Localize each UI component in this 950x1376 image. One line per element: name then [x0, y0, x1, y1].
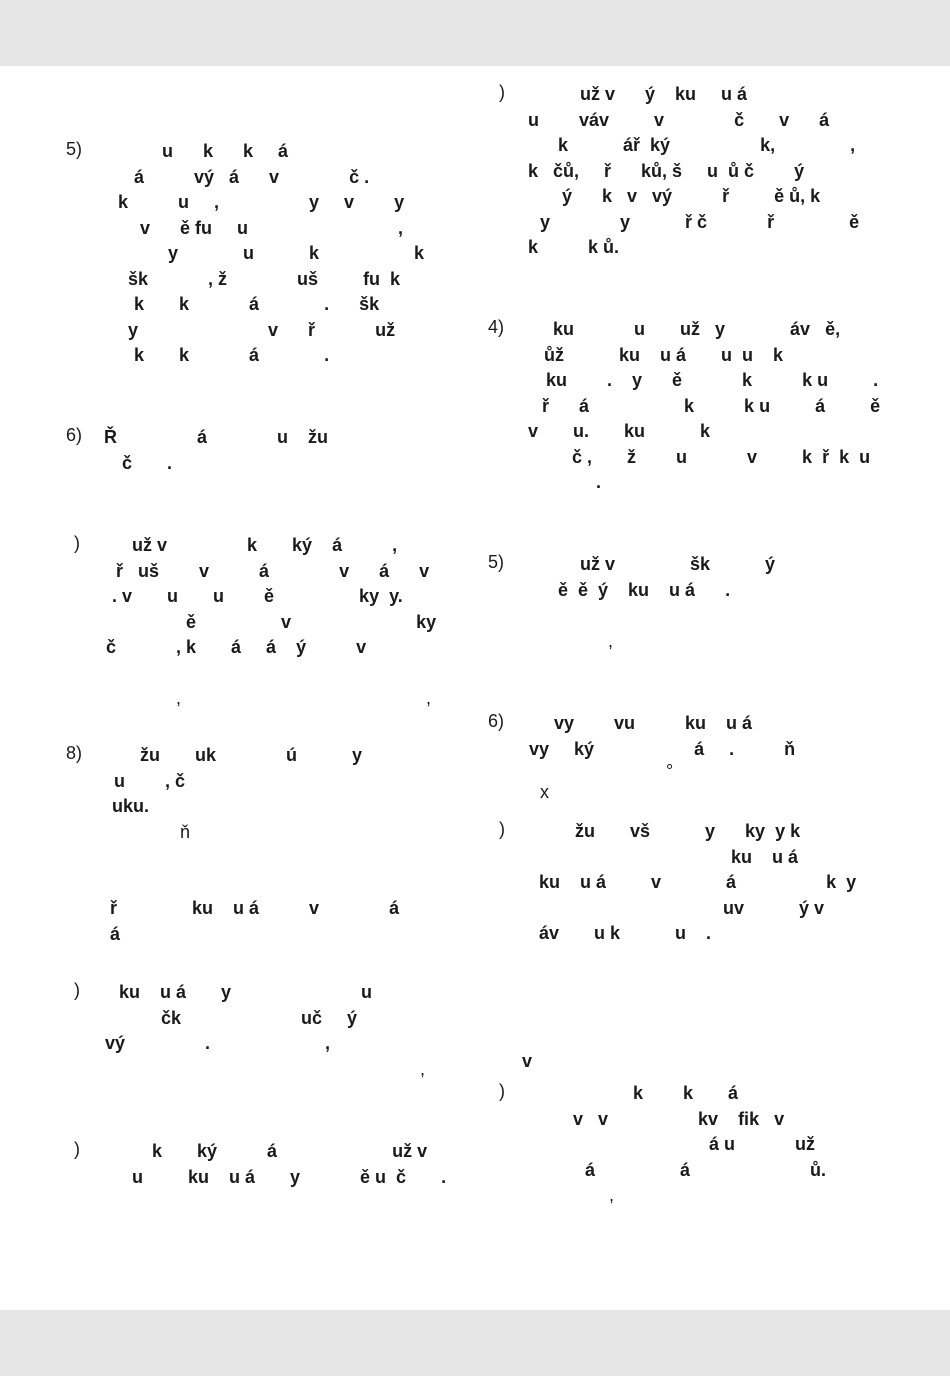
text-line: vy vu ku u á — [554, 713, 753, 733]
text-line: k ář ký k, , — [558, 135, 856, 155]
text-line: v v kv fik v — [573, 1108, 785, 1129]
text-line: v ě fu u , — [140, 217, 404, 238]
text-line: ku u á — [731, 846, 799, 867]
item-number: ) — [499, 1081, 505, 1101]
text-line — [114, 845, 446, 871]
text-line: v u. ku k — [528, 421, 711, 441]
list-item-b4 — [66, 743, 446, 947]
item-text — [105, 980, 454, 1082]
text-line: ý k v vý ř ě ů, k — [562, 186, 821, 206]
item-number: ) — [74, 533, 80, 553]
text-line: ě ě ý ku u á . — [558, 579, 731, 600]
text-line: u k k á — [162, 141, 289, 161]
text-line: k u , y v y — [118, 192, 405, 212]
list-item-b9 — [488, 552, 888, 654]
text-line: ku u už y áv ě, — [553, 319, 841, 339]
text-line — [580, 603, 888, 629]
text-line: ň — [180, 821, 191, 842]
item-text — [522, 1049, 622, 1075]
text-line: ř ku u á v á — [110, 898, 400, 918]
text-line: ku u á v á k y — [539, 872, 857, 892]
text-line: v — [522, 1051, 533, 1071]
list-item-b2 — [66, 425, 446, 476]
text-line: k k á . — [134, 345, 330, 365]
text-line: y y ř č ř ě — [540, 211, 860, 232]
text-line: už v šk ý — [580, 554, 776, 574]
text-line: čk uč ý — [161, 1007, 358, 1028]
text-line: žu uk ú y — [140, 745, 363, 765]
text-line: šk , ž uš fu k — [128, 268, 401, 289]
text-line: k k á . šk — [134, 294, 380, 314]
item-number: ) — [499, 82, 505, 102]
text-line: ůž ku u á u u k — [544, 344, 784, 365]
item-number: ) — [74, 980, 80, 1000]
list-item-b5 — [74, 980, 454, 1082]
text-line: k k ů. — [528, 237, 620, 257]
text-line: č . — [122, 452, 173, 473]
text-line: ku u á y u — [119, 982, 373, 1002]
text-line: , — [608, 630, 614, 651]
text-line: á á ů. — [585, 1159, 827, 1180]
text-line: . — [596, 472, 602, 492]
text-line: č , k á á ý v — [106, 637, 367, 657]
text-line — [114, 871, 446, 897]
list-item-b13 — [499, 1081, 899, 1209]
top-band — [0, 0, 950, 66]
list-item-b3 — [74, 533, 454, 712]
item-text — [132, 1139, 454, 1190]
item-number: ) — [74, 1139, 80, 1159]
item-text — [104, 425, 446, 476]
text-line: žu vš y ky y k — [575, 821, 801, 841]
text-line: u ku u á y ě u č . — [132, 1166, 447, 1187]
bottom-band — [0, 1310, 950, 1376]
text-line: už v ý ku u á — [580, 84, 748, 104]
item-text — [528, 317, 898, 496]
text-line: už v k ký á , — [132, 535, 398, 555]
text-line: uv ý v — [723, 897, 825, 918]
text-line: u , č — [114, 770, 186, 791]
item-text — [573, 1081, 899, 1209]
item-text — [106, 533, 454, 712]
text-line: áv u k u . — [539, 923, 712, 943]
list-item-b7 — [499, 82, 899, 261]
text-line: , — [105, 1058, 426, 1079]
text-line: ° — [666, 761, 674, 781]
text-line: k k á — [633, 1083, 739, 1103]
list-item-b1 — [66, 139, 446, 369]
text-line — [132, 661, 454, 687]
item-number: 8) — [66, 743, 83, 763]
list-item-b11 — [499, 819, 899, 947]
text-line: k čů, ř ků, š u ů č ý — [528, 160, 805, 181]
item-text — [558, 552, 888, 654]
list-item-b8 — [488, 317, 898, 496]
list-item-b10 — [488, 711, 888, 806]
list-item-b12 — [522, 1049, 622, 1075]
item-text — [529, 711, 888, 806]
item-number: 6) — [66, 425, 83, 445]
text-line: y u k k — [168, 243, 425, 263]
text-line: ř uš v á v á v — [116, 560, 430, 581]
text-line: á — [110, 923, 121, 944]
text-line: Ř á u žu — [104, 427, 329, 447]
text-line: k ký á už v — [152, 1141, 428, 1161]
item-number: 5) — [66, 139, 83, 159]
text-line: , , — [176, 688, 432, 708]
text-line: vý . , — [105, 1033, 331, 1053]
text-line: y v ř už — [128, 319, 396, 340]
text-line: , — [609, 1185, 615, 1205]
text-line: vy ký á . ň — [529, 738, 796, 759]
text-line: uku. — [112, 796, 150, 816]
item-text — [539, 819, 899, 947]
text-line: á vý á v č . — [134, 166, 370, 187]
text-line: ě v ky — [186, 611, 437, 632]
list-item-b6 — [74, 1139, 454, 1190]
item-number: 4) — [488, 317, 505, 337]
text-line: á u už — [709, 1134, 816, 1154]
item-number: 6) — [488, 711, 505, 731]
text-line: ku . y ě k k u . — [546, 370, 879, 390]
item-number: 5) — [488, 552, 505, 572]
text-line: x — [540, 782, 549, 802]
text-line: ř á k k u á ě — [542, 395, 881, 416]
text-line: u váv v č v á — [528, 109, 830, 130]
item-number: ) — [499, 819, 505, 839]
text-line: . v u u ě ky y. — [112, 586, 403, 606]
text-line: č , ž u v k ř k u — [572, 446, 871, 467]
item-text — [118, 139, 446, 369]
item-text — [528, 82, 899, 261]
item-text — [110, 743, 446, 947]
